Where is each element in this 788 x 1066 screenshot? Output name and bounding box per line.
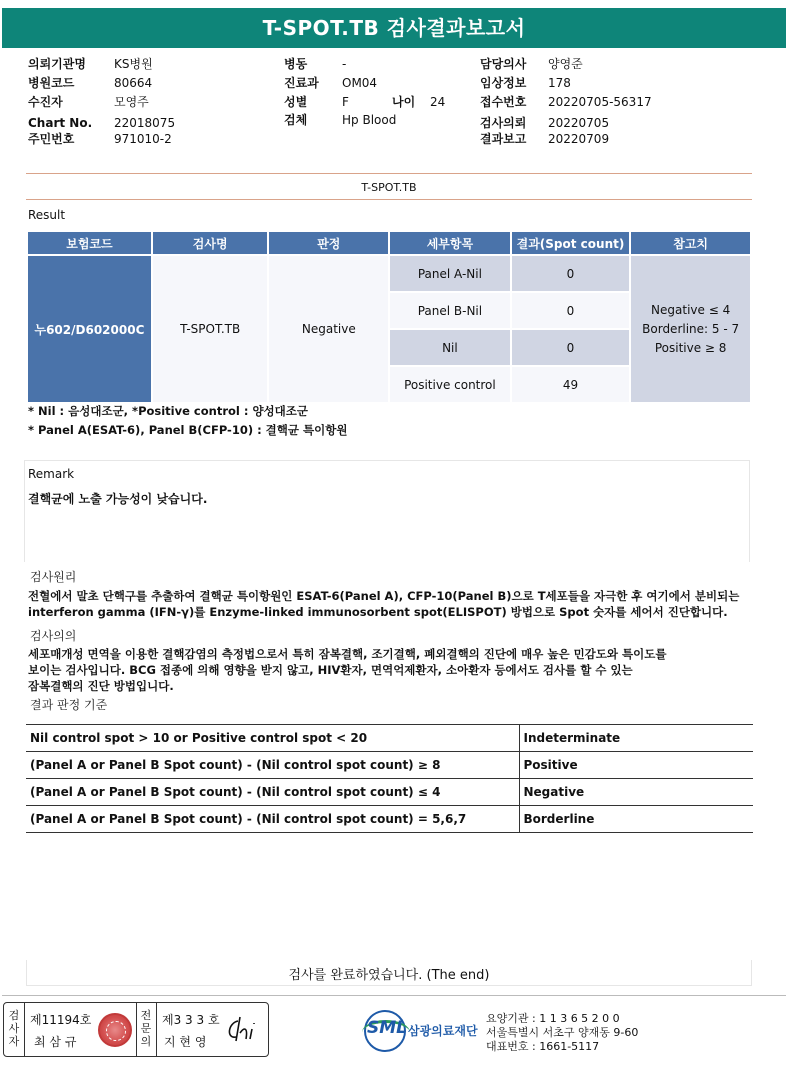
spot-count: 0 <box>512 256 630 291</box>
info-label: 임상정보 <box>480 76 527 90</box>
specialist-label-text: 전문의 <box>140 1009 152 1048</box>
info-label: 검사의뢰 <box>480 116 527 130</box>
info-value: 20220709 <box>548 132 610 146</box>
info-column-3 <box>480 56 760 146</box>
info-label: 수진자 <box>28 95 63 109</box>
criteria-result: Positive <box>519 752 753 779</box>
header-insurance-code: 보험코드 <box>28 232 151 254</box>
criteria-condition: (Panel A or Panel B Spot count) - (Nil control spot count) ≥ 8 <box>26 752 519 779</box>
info-value: OM04 <box>342 76 378 90</box>
examiner-name: 최 삼 규 <box>34 1035 77 1049</box>
info-label: 검체 <box>284 113 308 127</box>
info-value: 20220705-56317 <box>548 95 652 109</box>
criteria-result: Negative <box>519 779 753 806</box>
patient-info <box>28 56 768 156</box>
table-row <box>26 752 753 779</box>
info-value: Hp Blood <box>342 113 397 127</box>
info-label: 병동 <box>284 57 308 71</box>
remark-border-right <box>749 460 750 562</box>
footnote: * Nil : 음성대조군, *Positive control : 양성대조군 <box>28 404 308 418</box>
org-code: 요양기관 : 1 1 3 6 5 2 0 0 <box>486 1012 620 1025</box>
info-value: - <box>342 57 347 71</box>
org-phone: 대표번호 : 1661-5117 <box>486 1040 600 1053</box>
footer-divider <box>2 995 786 996</box>
info-label: 결과보고 <box>480 132 527 146</box>
criteria-table <box>26 724 753 833</box>
info-label: 성별 <box>284 95 308 109</box>
header-judgement: 판정 <box>269 232 388 254</box>
header-test-name: 검사명 <box>153 232 268 254</box>
info-value: 22018075 <box>114 116 176 130</box>
signature-divider <box>136 1003 137 1056</box>
reference-line: Positive ≥ 8 <box>654 340 727 355</box>
result-table <box>26 230 752 404</box>
info-label: 담당의사 <box>480 57 527 71</box>
judgement: Negative <box>269 256 388 402</box>
significance-line: 세포매개성 면역을 이용한 결핵감염의 측정법으로서 특히 잠복결핵, 조기결핵, 폐외결핵의 진단에 매우 높은 민감도와 특이도를 <box>28 647 667 661</box>
remark-border-left <box>24 460 25 562</box>
criteria-condition: (Panel A or Panel B Spot count) - (Nil control spot count) = 5,6,7 <box>26 806 519 833</box>
remark-title: Remark <box>28 467 75 481</box>
table-row <box>26 725 753 752</box>
info-value: 80664 <box>114 76 153 90</box>
age-value: 24 <box>430 95 446 109</box>
criteria-title: 결과 판정 기준 <box>30 698 108 712</box>
info-value: KS병원 <box>114 57 153 71</box>
result-label: Result <box>28 208 66 222</box>
criteria-condition: Nil control spot > 10 or Positive control spot < 20 <box>26 725 519 752</box>
info-value: F <box>342 95 349 109</box>
header-reference: 참고치 <box>631 232 750 254</box>
signature-divider <box>156 1003 157 1056</box>
info-value: 모영주 <box>114 95 149 109</box>
logo-text: SML <box>367 1018 407 1038</box>
specialist-label <box>139 1009 153 1048</box>
test-name: T-SPOT.TB <box>153 256 268 402</box>
header-result: 결과(Spot count) <box>512 232 630 254</box>
examiner-license-no: 제11194호 <box>30 1013 92 1027</box>
report-title: T-SPOT.TB 검사결과보고서 <box>2 8 786 48</box>
significance-line: 잠복결핵의 진단 방법입니다. <box>28 679 174 693</box>
org-name: 삼광의료재단 <box>408 1024 478 1038</box>
table-row <box>28 256 750 291</box>
info-value: 20220705 <box>548 116 610 130</box>
info-label: 진료과 <box>284 76 319 90</box>
detail-item: Nil <box>390 330 510 365</box>
insurance-code: 누602/D602000C <box>28 256 151 402</box>
reference-line: Negative ≤ 4 <box>651 302 731 317</box>
age-label: 나이 <box>392 95 416 109</box>
divider <box>26 199 752 200</box>
footnote: * Panel A(ESAT-6), Panel B(CFP-10) : 결핵균 특이항원 <box>28 423 348 437</box>
table-row <box>26 806 753 833</box>
spot-count: 0 <box>512 293 630 328</box>
header-detail-item: 세부항목 <box>390 232 510 254</box>
specialist-license-no: 제3 3 3 호 <box>162 1013 220 1027</box>
remark-text: 결핵균에 노출 가능성이 낮습니다. <box>28 492 208 506</box>
significance-line: 보이는 검사입니다. BCG 접종에 의해 영향을 받지 않고, HIV환자, 면역억제환자, 소아환자 등에서도 검사를 할 수 있는 <box>28 663 633 677</box>
org-address: 서울특별시 서초구 양재동 9-60 <box>486 1026 639 1039</box>
divider <box>26 173 752 174</box>
info-value: 178 <box>548 76 571 90</box>
signature-box <box>3 1002 269 1057</box>
info-label: Chart No. <box>28 116 93 130</box>
reference-line: Borderline: 5 - 7 <box>642 321 740 336</box>
info-column-1 <box>28 56 278 146</box>
principle-line: 전혈에서 말초 단핵구를 추출하여 결핵균 특이항원인 ESAT-6(Panel A), CFP-10(Panel B)으로 T세포들을 자극한 후 여기에서 분비되는 <box>28 589 740 603</box>
end-text: 검사를 완료하였습니다. (The end) <box>288 968 490 983</box>
significance-title: 검사의의 <box>30 629 77 643</box>
examiner-label-text: 검사자 <box>8 1009 20 1048</box>
info-label: 접수번호 <box>480 95 527 109</box>
spot-count: 0 <box>512 330 630 365</box>
remark-border-top <box>24 460 750 461</box>
end-border-bottom <box>26 985 752 986</box>
section-title: T-SPOT.TB <box>361 181 417 194</box>
signature-icon <box>224 1015 264 1045</box>
info-label: 주민번호 <box>28 132 75 146</box>
criteria-result: Borderline <box>519 806 753 833</box>
reference-values <box>631 256 750 402</box>
examiner-label <box>7 1009 21 1048</box>
criteria-result: Indeterminate <box>519 725 753 752</box>
detail-item: Panel A-Nil <box>390 256 510 291</box>
info-label: 의뢰기관명 <box>28 57 86 71</box>
table-header-row <box>28 232 750 254</box>
specialist-name: 지 현 영 <box>164 1035 207 1049</box>
principle-line: interferon gamma (IFN-γ)를 Enzyme-linked immunosorbent spot(ELISPOT) 방법으로 Spot 숫자를 세어서 진단합니다. <box>28 605 728 619</box>
info-value: 971010-2 <box>114 132 172 146</box>
seal-stamp-icon <box>98 1013 132 1047</box>
principle-title: 검사원리 <box>30 570 77 584</box>
criteria-condition: (Panel A or Panel B Spot count) - (Nil control spot count) ≤ 4 <box>26 779 519 806</box>
info-value: 양영준 <box>548 57 583 71</box>
info-label: 병원코드 <box>28 76 75 90</box>
detail-item: Panel B-Nil <box>390 293 510 328</box>
detail-item: Positive control <box>390 367 510 402</box>
info-column-2 <box>284 56 484 127</box>
signature-divider <box>24 1003 25 1056</box>
table-row <box>26 779 753 806</box>
spot-count: 49 <box>512 367 630 402</box>
